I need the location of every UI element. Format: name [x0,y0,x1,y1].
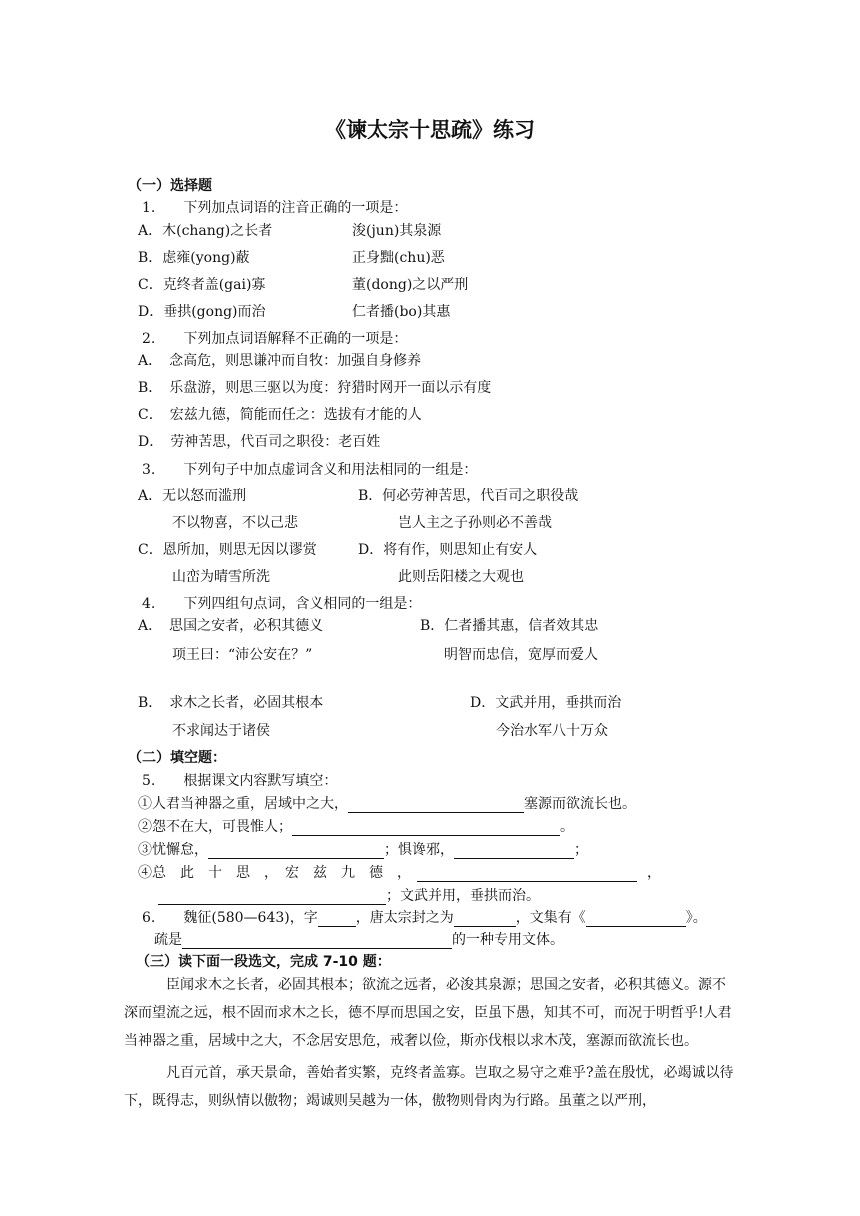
page-title: 《谏太宗十思疏》练习 [325,118,535,142]
q4-option-d-2: 今治水军八十万众 [496,723,608,739]
q2-option-b: B． 乐盘游，则思三驱以为度：狩猎时网开一面以示有度 [138,380,492,396]
passage-paragraph-1: 臣闻求木之长者，必固其根本；欲流之远者，必浚其泉源；思国之安者，必积其德义。源不深而望流之远，根不固而求木之长，德不厚而思国之安，臣虽下愚，知其不可，而况于明哲乎!人君当神器之重，居域中之大，不念居安思危，戒奢以俭，斯亦伐根以求木茂，塞源而欲流长也。 [124,977,732,1049]
q4-option-a: A． 思国之安者，必积其德义 [138,618,324,634]
q5-line-2-a: ②怨不在大，可畏惟人； [138,819,292,835]
answer-blank-7[interactable] [318,912,356,927]
q6-c: ，文集有《 [515,910,586,926]
question-1-stem: 1. 下列加点词语的注音正确的一项是： [142,200,408,216]
q3-option-a: A．无以怒而滥刑 [138,488,247,504]
answer-blank-1[interactable] [348,798,524,813]
q1-option-c: C．克终者盖(gai)寡 [138,277,266,293]
answer-blank-5[interactable] [417,867,637,882]
q5-line-1-a: ①人君当神器之重，居域中之大， [138,796,348,812]
section-heading-reading: （三）读下面一段选文，完成 7-10 题： [136,954,391,970]
q4-option-b-2: 明智而忠信，宽厚而爱人 [444,647,598,663]
q2-option-d: D． 劳神苦思，代百司之职役：老百姓 [138,434,381,450]
answer-blank-3[interactable] [208,844,384,859]
q1-option-b-2: 正身黜(chu)恶 [352,250,445,266]
q3-option-c: C．恩所加，则思无因以谬赏 [138,542,317,558]
q6-b: ，唐太宗封之为 [355,910,454,926]
q2-option-c: C． 宏兹九德，简能而任之：选拔有才能的人 [138,407,422,423]
question-2-stem: 2. 下列加点词语解释不正确的一项是： [142,331,408,347]
answer-blank-8[interactable] [454,912,516,927]
q3-option-c-2: 山峦为晴雪所洗 [172,569,270,585]
question-5-stem: 5. 根据课文内容默写填空： [142,773,338,789]
answer-blank-6[interactable] [158,890,386,905]
q5-line-2-b: 。 [560,819,574,835]
q4-option-c: B． 求木之长者，必固其根本 [138,695,324,711]
q5-line-1-b: 塞源而欲流长也。 [524,796,636,812]
q3-option-b-2: 岂人主之子孙则必不善哉 [398,515,552,531]
answer-blank-10[interactable] [182,934,452,949]
q6-d: 》。 [685,910,707,926]
q5-line-3 [138,841,588,859]
q5-line-3-c: ； [574,842,588,858]
q4-option-c-2: 不求闻达于诸侯 [172,723,270,739]
question-6-line-2 [154,931,564,949]
section-heading-choice: （一）选择题 [128,178,212,194]
q5-line-4-a: ④总 此 十 思 ， 宏 兹 九 德 ， [138,865,411,881]
q6-a: 6. 魏征(580—643)，字 [142,910,318,926]
question-6 [142,909,707,927]
q6-f: 的一种专用文体。 [452,932,564,948]
passage-paragraph-2: 凡百元首，承天景命，善始者实繁，克终者盖寡。岂取之易守之难乎?盖在殷忧，必竭诚以待下，既得志，则纵情以傲物；竭诚则吴越为一体，傲物则骨肉为行路。虽董之以严刑， [124,1065,734,1109]
question-3-stem: 3. 下列句子中加点虚词含义和用法相同的一组是： [142,462,478,478]
q5-line-3-a: ③忧懈怠， [138,842,208,858]
q1-option-b: B．虑雍(yong)蔽 [138,250,250,266]
answer-blank-9[interactable] [586,912,686,927]
q5-line-3-b: ；惧谗邪， [384,842,454,858]
q5-line-4-b: ， [647,865,661,881]
q5-line-2 [138,818,574,836]
q1-option-a-2: 浚(jun)其泉源 [352,223,442,239]
q1-option-d: D．垂拱(gong)而治 [138,304,266,320]
q2-option-a: A． 念高危，则思谦冲而自牧：加强自身修养 [138,353,422,369]
q4-option-d: D．文武并用，垂拱而治 [470,695,622,711]
q5-line-1 [138,795,636,813]
q1-option-d-2: 仁者播(bo)其惠 [352,304,451,320]
q6-e: 疏是 [154,932,182,948]
q3-option-a-2: 不以物喜，不以己悲 [172,515,298,531]
q5-line-5 [158,887,540,905]
q3-option-b: B．何必劳神苦思，代百司之职役哉 [358,488,579,504]
q5-line-4 [138,864,661,882]
q1-option-a: A．木(chang)之长者 [138,223,273,239]
q5-line-5-text: ；文武并用，垂拱而治。 [386,888,540,904]
q1-option-c-2: 董(dong)之以严刑 [352,277,469,293]
q3-option-d-2: 此则岳阳楼之大观也 [398,569,524,585]
section-heading-fill: （二）填空题： [128,750,226,766]
q3-option-d: D．将有作，则思知止有安人 [358,542,538,558]
q4-option-b: B．仁者播其惠，信者效其忠 [420,618,599,634]
answer-blank-4[interactable] [454,844,574,859]
q4-option-a-2: 项王曰：“沛公安在？” [172,647,313,663]
question-4-stem: 4. 下列四组句点词，含义相同的一组是： [142,596,422,612]
answer-blank-2[interactable] [292,821,560,836]
